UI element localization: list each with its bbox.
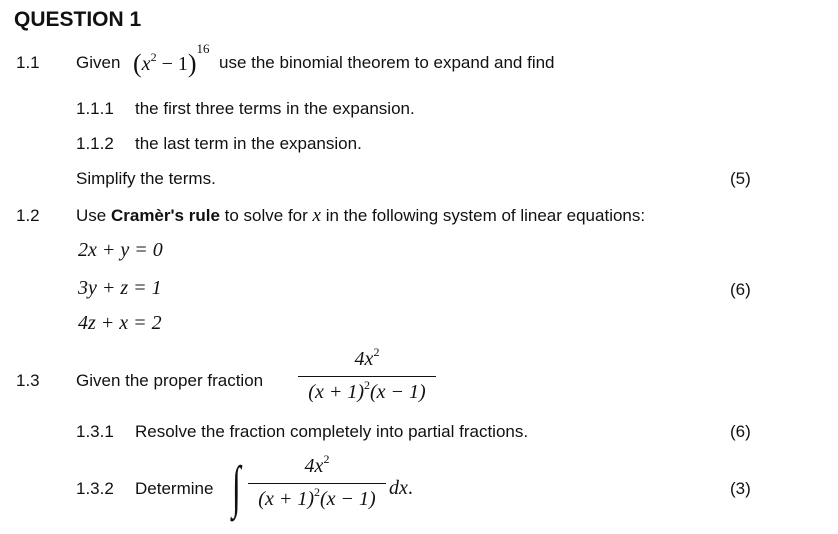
- q1-3-2-number: 1.3.2: [76, 479, 114, 498]
- q1-1-2-number: 1.1.2: [76, 134, 114, 153]
- integral-sign: ∫: [232, 454, 241, 519]
- q1-2-number: 1.2: [16, 206, 40, 225]
- proper-fraction: $4x^2$ $(x + 1)^2(x - 1)$: [298, 346, 436, 407]
- integral-dx: dx.: [389, 477, 413, 499]
- q1-2-marks: (6): [730, 280, 751, 299]
- q1-1-marks: (5): [730, 169, 751, 188]
- q1-1-1-number: 1.1.1: [76, 99, 114, 118]
- q1-1-2-text: the last term in the expansion.: [135, 134, 362, 153]
- integrand-fraction: $4x^2$ $(x + 1)^2(x - 1)$: [248, 453, 386, 514]
- q1-2-instruction: Use Cramèr's rule to solve for x in the following system of linear equations:: [76, 205, 646, 226]
- cramers-rule-label: Cramèr's rule: [110, 206, 220, 225]
- q1-3-1-number: 1.3.1: [76, 422, 114, 441]
- equation-3: 4z + x = 2: [78, 312, 162, 334]
- q1-3-1-marks: (6): [730, 422, 751, 441]
- q1-3-1-text: Resolve the fraction completely into partial fractions.: [135, 422, 529, 441]
- equation-2: 3y + z = 1: [78, 277, 162, 299]
- question-heading: QUESTION 1: [14, 8, 142, 31]
- q1-1-simplify: Simplify the terms.: [76, 169, 216, 188]
- q1-1-1-text: the first three terms in the expansion.: [135, 99, 415, 118]
- q1-3-2-text: Determine: [135, 479, 214, 498]
- equation-1: 2x + y = 0: [78, 239, 163, 261]
- q1-1-instruction: use the binomial theorem to expand and find: [219, 53, 555, 72]
- q1-3-number: 1.3: [16, 371, 40, 390]
- binomial-expression: $(x^2 - 1)^{16}$: [133, 41, 210, 78]
- q1-1-given: Given: [76, 53, 121, 72]
- q1-1-number: 1.1: [16, 53, 40, 72]
- q1-3-given: Given the proper fraction: [76, 371, 264, 390]
- q1-3-2-marks: (3): [730, 479, 751, 498]
